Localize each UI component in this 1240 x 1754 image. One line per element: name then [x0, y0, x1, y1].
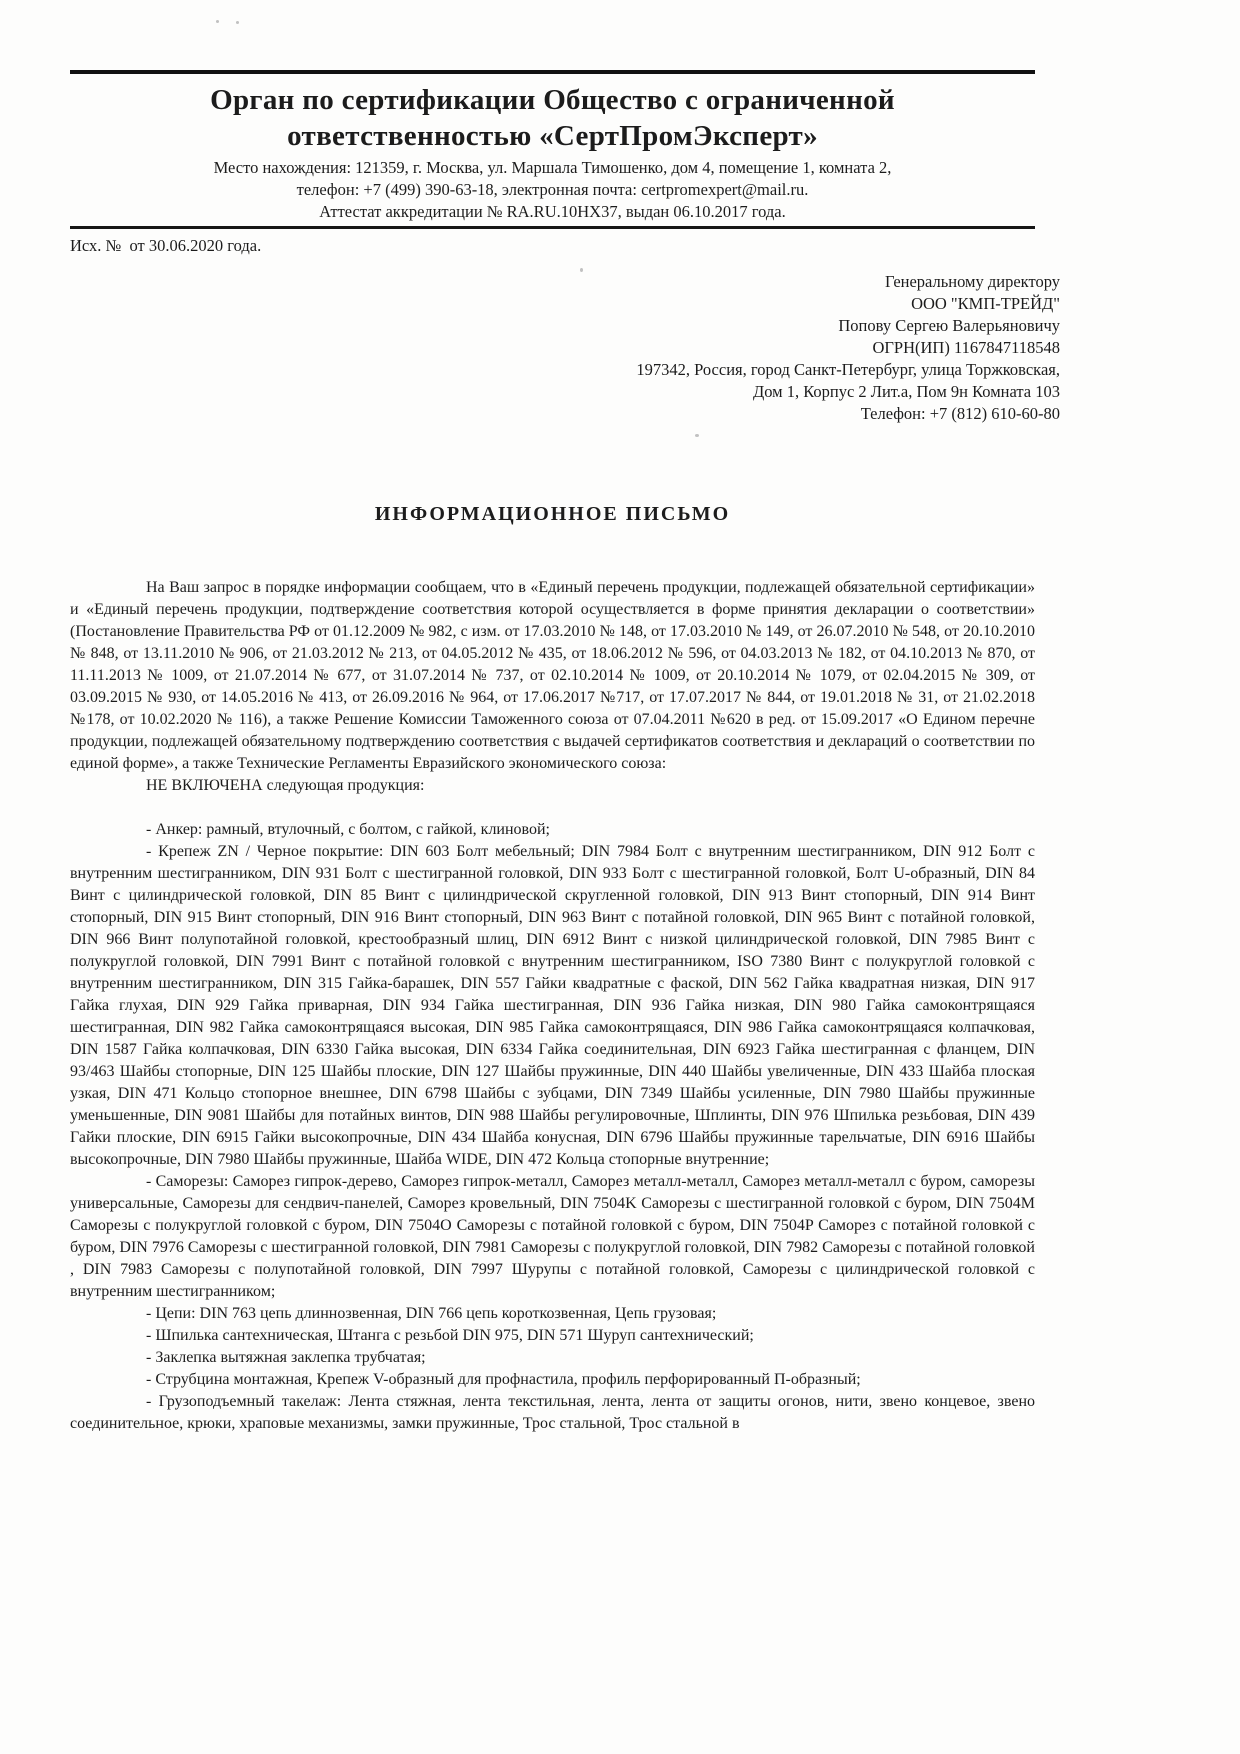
org-address-line: Место нахождения: 121359, г. Москва, ул. Маршала Тимошенко, дом 4, помещение 1, комната 2, — [213, 158, 892, 177]
body-list-item-screws: - Саморезы: Саморез гипрок-дерево, Саморез гипрок-металл, Саморез металл-металл, Саморез металл-металл с буром, саморезы универсальные, Саморезы для сендвич-панелей, Саморез кровельный, DIN 7504K Саморезы с шестигранной головкой с буром, DIN 7504M Саморезы с полукруглой головкой с буром, DIN 7504O Саморезы с потайной головкой с буром, DIN 7504P Саморез с потайной головкой с буром, DIN 7976 Саморезы с шестигранной головкой, DIN 7981 Саморезы с полукруглой головкой, DIN 7982 Саморезы с потайной головкой , DIN 7983 Саморезы с полупотайной головкой, DIN 7997 Шурупы с потайной головкой, Саморезы с цилиндрической головкой с внутренним шестигранником; — [70, 1173, 1035, 1300]
recipient-phone: Телефон: +7 (812) 610-60-80 — [860, 404, 1060, 423]
org-accreditation-line: Аттестат аккредитации № RA.RU.10НХ37, выдан 06.10.2017 года. — [319, 202, 786, 221]
body-list-item-anchors: - Анкер: рамный, втулочный, с болтом, с гайкой, клиновой; — [146, 821, 550, 838]
recipient-block — [70, 271, 1060, 425]
body-list-item-rivets: - Заклепка вытяжная заклепка трубчатая; — [146, 1349, 426, 1366]
org-title — [70, 82, 1035, 154]
body-paragraph-not-included: НЕ ВКЛЮЧЕНА следующая продукция: — [146, 777, 425, 794]
body-list-item-fasteners: - Крепеж ZN / Черное покрытие: DIN 603 Болт мебельный; DIN 7984 Болт с внутренним шестигранником, DIN 912 Болт с внутренним шестигранником, DIN 931 Болт с шестигранной головкой, DIN 933 Болт с шестигранной головкой, Болт U-образный, DIN 84 Винт с цилиндрической головкой, DIN 85 Винт с цилиндрической скругленной головкой, DIN 913 Винт стопорный, DIN 914 Винт стопорный, DIN 915 Винт стопорный, DIN 916 Винт стопорный, DIN 963 Винт с потайной головкой, DIN 965 Винт с потайной головкой, DIN 966 Винт полупотайной головкой, крестообразный шлиц, DIN 6912 Винт с низкой цилиндрической головкой, DIN 7985 Винт с полукруглой головкой, DIN 7991 Винт с потайной головкой с внутренним шестигранником, ISO 7380 Винт с полукруглой головкой с внутренним шестигранником, DIN 315 Гайка-барашек, DIN 557 Гайки квадратные с фаской, DIN 562 Гайка квадратная низкая, DIN 917 Гайка глухая, DIN 929 Гайка приварная, DIN 934 Гайка шестигранная, DIN 936 Гайка низкая, DIN 980 Гайка самоконтрящаяся шестигранная, DIN 982 Гайка самоконтрящаяся высокая, DIN 985 Гайка самоконтрящаяся, DIN 986 Гайка самоконтрящаяся колпачковая, DIN 1587 Гайка колпачковая, DIN 6330 Гайка высокая, DIN 6334 Гайка соединительная, DIN 6923 Гайка шестигранная с фланцем, DIN 93/463 Шайбы стопорные, DIN 125 Шайбы плоские, DIN 127 Шайбы пружинные, DIN 440 Шайбы увеличенные, DIN 433 Шайба плоская узкая, DIN 471 Кольцо стопорное внешнее, DIN 6798 Шайбы с зубцами, DIN 7349 Шайбы усиленные, DIN 7980 Шайбы пружинные уменьшенные, DIN 9081 Шайбы для потайных винтов, DIN 988 Шайбы регулировочные, Шплинты, DIN 976 Шпилька резьбовая, DIN 439 Гайки плоские, DIN 6915 Гайки высокопрочные, DIN 434 Шайба конусная, DIN 6796 Шайбы пружинные тарельчатые, DIN 6916 Шайбы высокопрочные, DIN 7980 Шайбы пружинные, Шайба WIDE, DIN 472 Кольца стопорные внутренние; — [70, 843, 1035, 1168]
recipient-address-line-1: 197342, Россия, город Санкт-Петербург, улица Торжковская, — [636, 360, 1060, 379]
recipient-company: ООО "КМП-ТРЕЙД" — [911, 294, 1060, 313]
header-top-rule — [70, 70, 1035, 74]
recipient-position: Генеральному директору — [885, 272, 1060, 291]
org-title-line-2: ответственностью «СертПромЭксперт» — [287, 120, 818, 152]
body-list-item-clamps: - Струбцина монтажная, Крепеж V-образный для профнастила, профиль перфорированный П-образный; — [146, 1371, 861, 1388]
outgoing-ref-line: Исх. № от 30.06.2020 года. — [70, 236, 262, 255]
scan-speck — [236, 21, 239, 24]
scan-speck — [695, 434, 699, 437]
recipient-address-line-2: Дом 1, Корпус 2 Лит.а, Пом 9н Комната 103 — [752, 382, 1060, 401]
body-list-item-rigging: - Грузоподъемный такелаж: Лента стяжная, лента текстильная, лента, лента от защиты огонов, нити, звено концевое, звено соединительное, крюки, храповые механизмы, замки пружинные, Трос стальной, Трос стальной в — [70, 1393, 1035, 1432]
header-bottom-rule — [70, 226, 1035, 229]
org-title-line-1: Орган по сертификации Общество с ограниченной — [210, 84, 895, 116]
body-list-item-studs: - Шпилька сантехническая, Штанга с резьбой DIN 975, DIN 571 Шуруп сантехнический; — [146, 1327, 754, 1344]
letter-title: ИНФОРМАЦИОННОЕ ПИСЬМО — [374, 503, 731, 525]
org-contact-line: телефон: +7 (499) 390-63-18, электронная почта: certpromexpert@mail.ru. — [296, 180, 809, 199]
scan-speck — [216, 20, 219, 23]
recipient-name: Попову Сергею Валерьяновичу — [838, 316, 1060, 335]
scan-speck — [580, 268, 583, 272]
body-list-item-chains: - Цепи: DIN 763 цепь длиннозвенная, DIN 766 цепь короткозвенная, Цепь грузовая; — [146, 1305, 717, 1322]
letter-body — [70, 577, 1035, 1435]
org-address-block — [70, 157, 1035, 223]
body-paragraph-intro: На Ваш запрос в порядке информации сообщаем, что в «Единый перечень продукции, подлежащей обязательной сертификации» и «Единый перечень продукции, подтверждение соответствия которой осуществляется в форме принятия декларации о соответствии» (Постановление Правительства РФ от 01.12.2009 № 982, с изм. от 17.03.2010 № 148, от 17.03.2010 № 149, от 26.07.2010 № 548, от 20.10.2010 № 848, от 13.11.2010 № 906, от 21.03.2012 № 213, от 04.05.2012 № 435, от 18.06.2012 № 596, от 04.03.2013 № 182, от 04.10.2013 № 870, от 11.11.2013 № 1009, от 21.07.2014 № 677, от 31.07.2014 № 737, от 02.10.2014 № 1009, от 20.10.2014 № 1079, от 02.04.2015 № 309, от 03.09.2015 № 930, от 14.05.2016 № 413, от 26.09.2016 № 964, от 17.06.2017 №717, от 17.07.2017 № 844, от 19.01.2018 № 31, от 21.02.2018 №178, от 10.02.2020 № 116), а также Решение Комиссии Таможенного союза от 07.04.2011 №620 в ред. от 15.09.2017 «О Едином перечне продукции, подлежащей обязательному подтверждению соответствия с выдачей сертификатов соответствия и деклараций о соответствии по единой форме», а также Технические Регламенты Евразийского экономического союза: — [70, 579, 1035, 772]
recipient-ogrn: ОГРН(ИП) 1167847118548 — [872, 338, 1060, 357]
